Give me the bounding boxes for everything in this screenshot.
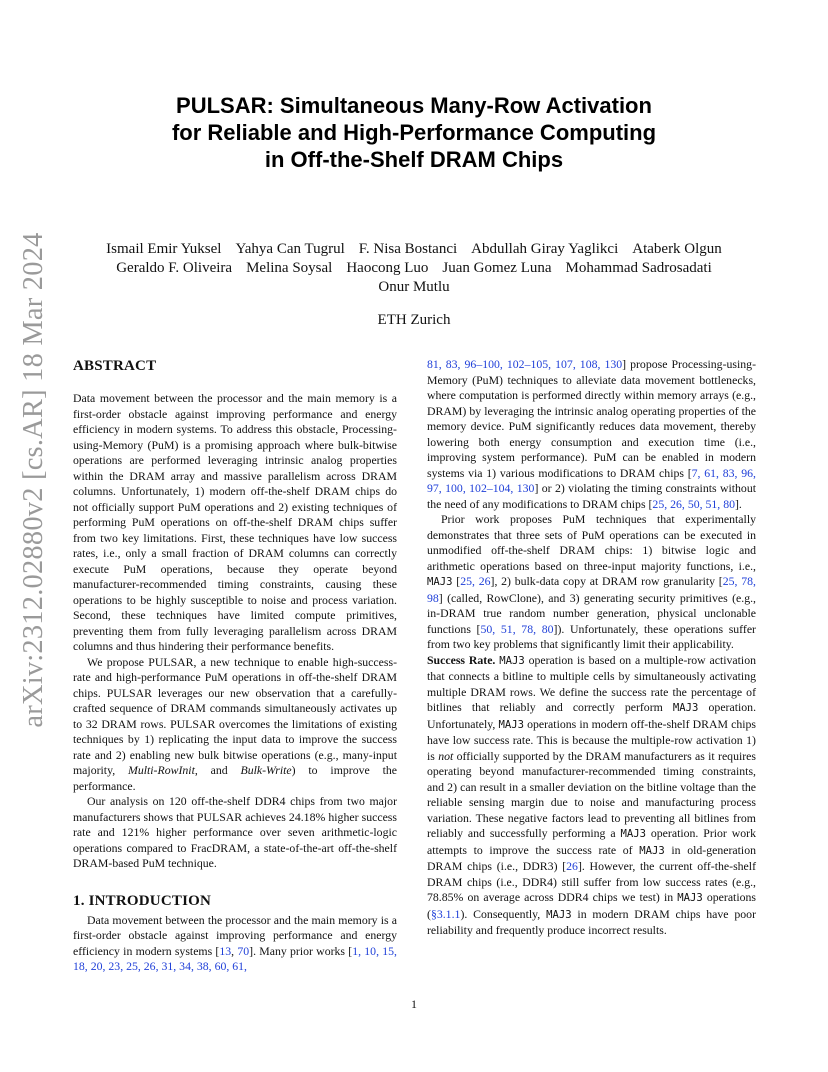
author-name: Geraldo F. Oliveira bbox=[116, 260, 233, 276]
citation-link[interactable]: 26 bbox=[566, 859, 578, 873]
introduction-paragraph: Data movement between the processor and the main memory is a first-order obstacle against improving performance and energy efficiency in modern systems [13, 70]. Many prior works [1, 10, 15, 18, 20, 23, 25, 26, 31, 34, 38, 60, 61, bbox=[73, 912, 397, 973]
title-line: in Off-the-Shelf DRAM Chips bbox=[264, 147, 564, 172]
author-name: F. Nisa Bostanci bbox=[358, 241, 458, 257]
paper-title bbox=[0, 92, 828, 173]
abstract-paragraph: Our analysis on 120 off-the-shelf DDR4 chips from two major manufacturers shows that PULSAR achieves 24.18% higher success rate and 121% higher performance over seven arithmetic-logic operations compared to FracDRAM, a state-of-the-art off-the-shelf DRAM-based PuM technique. bbox=[73, 794, 397, 870]
citation-link[interactable]: 13 bbox=[219, 943, 232, 958]
author-name: Abdullah Giray Yaglikci bbox=[471, 241, 619, 257]
arxiv-identifier bbox=[14, 232, 54, 728]
citation-link[interactable]: 81, 83, 96–100, 102–105, 107, 108, 130 bbox=[427, 357, 623, 371]
citation-link[interactable]: 25, 26 bbox=[460, 574, 491, 588]
left-column bbox=[73, 357, 397, 975]
citation-link[interactable]: 25, 78, 98 bbox=[427, 574, 756, 605]
author-row bbox=[0, 240, 828, 259]
section-link[interactable]: §3.1.1 bbox=[430, 906, 461, 921]
abstract-heading: ABSTRACT bbox=[73, 358, 157, 374]
abstract-paragraph: We propose PULSAR, a new technique to enable high-success-rate and high-performance PuM operations in off-the-shelf DRAM chips. PULSAR leverages our new observation that a carefully-crafted sequence of DRAM commands simultaneously activates up to 32 DRAM rows. PULSAR overcomes the limitations of existing techniques by 1) replicating the input data to improve the success rate and 2) enabling new bulk bitwise operations (e.g., many-input majority, Multi-RowInit, and Bulk-Write) to improve the performance. bbox=[73, 654, 397, 793]
introduction-heading: 1. INTRODUCTION bbox=[73, 892, 212, 909]
citation-link[interactable]: 1, 10, 15, 18, 20, 23, 25, 26, 31, 34, 38, 60, 61, bbox=[73, 943, 397, 973]
citation-link[interactable]: 25, 26, 50, 51, 80 bbox=[652, 496, 735, 511]
author-name: Juan Gomez Luna bbox=[442, 260, 552, 276]
introduction-paragraph: Prior work proposes PuM techniques that experimentally demonstrates that three sets of PuM operations can be executed in unmodified off-the-shelf DRAM chips: 1) bitwise logic and arithmetic operations based on three-input majority functions, i.e., MAJ3 [25, 26], 2) bulk-data copy at DRAM row granularity [25, 78, 98] (called, RowClone), and 3) generating security primitives (e.g., in-DRAM true random number generation, physical unclonable functions [50, 51, 78, 80]). Unfortunately, these operations suffer from two key problems that significantly limit their applicability. bbox=[427, 512, 756, 651]
affiliation: ETH Zurich bbox=[377, 312, 451, 328]
introduction-paragraph: 81, 83, 96–100, 102–105, 107, 108, 130] propose Processing-using-Memory (PuM) techniques to alleviate data movement bottlenecks, where computation is performed directly within memory arrays (e.g., DRAM) by leveraging the intrinsic analog operating properties of the memory device. PuM significantly reduces data movement, thereby lowering both energy consumption and execution time (i.e., improving system performance). PuM can be enabled in modern systems via 1) various modifications to DRAM chips [7, 61, 83, 96, 97, 100, 102–104, 130] or 2) violating the timing constraints without the need of any modifications to DRAM chips [25, 26, 50, 51, 80]. bbox=[427, 357, 757, 511]
abstract-paragraph: Data movement between the processor and the main memory is a first-order obstacle against improving performance and energy efficiency in modern systems. To address this obstacle, Processing-using-Memory (PuM) is a promising approach where bulk-bitwise operations are performed leveraging intrinsic analog properties within the DRAM array and massive parallelism across DRAM columns. Unfortunately, 1) modern off-the-shelf DRAM chips do not officially support PuM operations and 2) existing techniques of performing PuM operations on off-the-shelf DRAM chips suffer from two key limitations. First, these techniques have low success rates, i.e., only a small fraction of DRAM columns can correctly execute PuM operations, because they operate beyond manufacturer-recommended timing constraints, causing these operations to be highly susceptible to noise and process variation. Second, these techniques have limited compute primitives, preventing them from fully leveraging parallelism across DRAM columns and thus hindering their performance benefits. bbox=[73, 391, 397, 653]
author-row bbox=[0, 259, 828, 278]
right-column bbox=[427, 357, 756, 939]
citation-link[interactable]: 7, 61, 83, 96, 97, 100, 102–104, 130 bbox=[427, 465, 756, 495]
author-row bbox=[0, 278, 828, 297]
success-rate-paragraph: Success Rate. MAJ3 operation is based on a multiple-row activation that connects a bitline to multiple cells by simultaneously activating multiple DRAM rows. We define the success rate the percentage of bitlines that reliably and correctly perform MAJ3 operation. Unfortunately, MAJ3 operations in modern off-the-shelf DRAM chips have low success rate. This is because the multiple-row activation 1) is not officially supported by the DRAM manufacturers as it requires operating beyond manufacturer-recommended timing constraints, and 2) can result in a smaller deviation on the bitline voltage than the reliable sensing margin due to noise and manufacturing process variation. These negative factors lead to preventing all bitlines from reliably and successfully performing a MAJ3 operation. Prior work attempts to improve the success rate of MAJ3 in old-generation DRAM chips (i.e., DDR3) [26]. However, the current off-the-shelf DRAM chips (i.e., DDR4) still suffer from low success rates (e.g., 78.85% on average across DDR4 chips we test) in MAJ3 operations (§3.1.1). Consequently, MAJ3 in modern DRAM chips have poor reliability and frequently produce incorrect results. bbox=[427, 652, 757, 937]
author-name: Yahya Can Tugrul bbox=[235, 241, 345, 257]
author-name: Haocong Luo bbox=[346, 260, 429, 276]
author-name: Ismail Emir Yuksel bbox=[106, 241, 222, 257]
title-line: for Reliable and High-Performance Computing bbox=[171, 120, 657, 145]
author-name: Ataberk Olgun bbox=[632, 241, 722, 257]
success-rate-heading: Success Rate. bbox=[427, 652, 496, 667]
title-line: PULSAR: Simultaneous Many-Row Activation bbox=[176, 93, 652, 118]
author-name: Melina Soysal bbox=[246, 260, 333, 276]
author-list bbox=[0, 240, 828, 297]
citation-link[interactable]: 50, 51, 78, 80 bbox=[480, 621, 554, 636]
arxiv-identifier-text: arXiv:2312.02880v2 [cs.AR] 18 Mar 2024 bbox=[18, 232, 49, 728]
author-name: Onur Mutlu bbox=[378, 279, 450, 295]
author-name: Mohammad Sadrosadati bbox=[565, 260, 712, 276]
citation-link[interactable]: 70 bbox=[237, 943, 250, 958]
page-number: 1 bbox=[411, 997, 417, 1011]
